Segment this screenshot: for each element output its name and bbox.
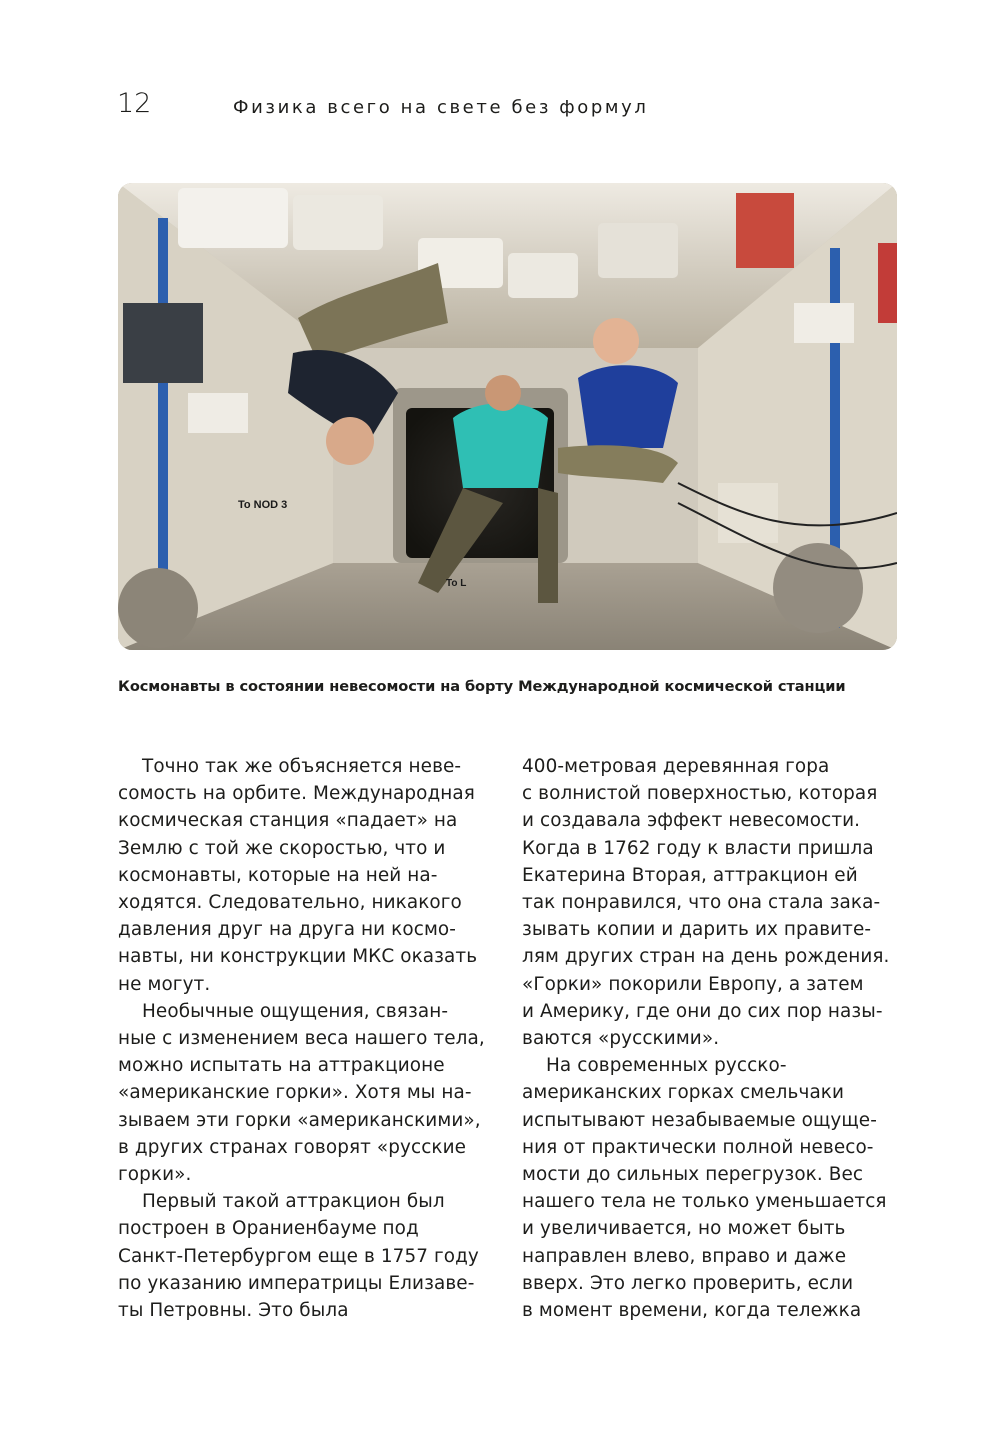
text-line: ходятся. Следовательно, никакого [118, 892, 462, 914]
text-line: по указанию императрицы Елизаве- [118, 1272, 475, 1294]
text-line: американских горках смельчаки [522, 1082, 845, 1104]
text-line: ния от практически полной невесо- [522, 1136, 874, 1158]
text-line: и создавала эффект невесомости. [522, 810, 861, 832]
text-line: зываем эти горки «американскими», [118, 1109, 481, 1131]
text-line: и Америку, где они до сих пор назы- [522, 1000, 883, 1022]
text-line: не могут. [118, 973, 211, 995]
text-line: в момент времени, когда тележка [522, 1300, 862, 1322]
text-line: с волнистой поверхностью, которая [522, 783, 878, 805]
text-line: горки». [118, 1164, 192, 1186]
text-line: так понравился, что она стала зака- [522, 892, 881, 914]
text-line: 400-метровая деревянная гора [522, 756, 830, 777]
figure-caption: Космонавты в состоянии невесомости на борту Международной космической станции [118, 678, 846, 695]
running-title: Физика всего на свете без формул [233, 97, 649, 118]
text-line: космонавты, которые на ней на- [118, 864, 438, 886]
text-line: «американские горки». Хотя мы на- [118, 1082, 472, 1104]
text-line: Необычные ощущения, связан- [142, 1000, 449, 1022]
text-line: Землю с той же скоростью, что и [118, 837, 446, 859]
text-line: направлен влево, вправо и даже [522, 1245, 847, 1267]
text-line: ты Петровны. Это была [118, 1300, 349, 1322]
text-line: мости до сильных перегрузок. Вес [522, 1164, 864, 1186]
text-line: лям других стран на день рождения. [522, 946, 890, 968]
to-l-label: To L [446, 578, 467, 589]
right-column [522, 753, 900, 1324]
text-line: ные с изменением веса нашего тела, [118, 1028, 485, 1050]
text-line: На современных русско- [546, 1055, 787, 1077]
text-line: навты, ни конструкции МКС оказать [118, 946, 478, 968]
to-nod3-label: To NOD 3 [238, 499, 288, 511]
text-line: Екатерина Вторая, аттракцион ей [522, 864, 858, 886]
text-line: зывать копии и дарить их правите- [522, 919, 872, 941]
text-line: Первый такой аттракцион был [142, 1191, 445, 1213]
text-line: Когда в 1762 году к власти пришла [522, 837, 874, 859]
text-line: нашего тела не только уменьшается [522, 1191, 887, 1213]
text-line: можно испытать на аттракционе [118, 1055, 445, 1077]
text-line: «Горки» покорили Европу, а затем [522, 973, 864, 995]
text-line: в других странах говорят «русские [118, 1136, 467, 1158]
text-line: космическая станция «падает» на [118, 810, 458, 832]
text-line: сомость на орбите. Международная [118, 783, 475, 805]
text-line: Санкт-Петербургом еще в 1757 году [118, 1245, 479, 1267]
text-line: и увеличивается, но может быть [522, 1218, 846, 1240]
iss-photo [118, 183, 897, 650]
text-line: давления друг на друга ни космо- [118, 919, 457, 941]
text-line: ваются «русскими». [522, 1028, 720, 1050]
left-column [118, 753, 496, 1324]
text-line: построен в Ораниенбауме под [118, 1218, 419, 1240]
text-line: Точно так же объясняется неве- [142, 756, 462, 777]
text-line: вверх. Это легко проверить, если [522, 1272, 854, 1294]
page-number: 12 [117, 88, 152, 119]
text-line: испытывают незабываемые ощуще- [522, 1109, 877, 1131]
